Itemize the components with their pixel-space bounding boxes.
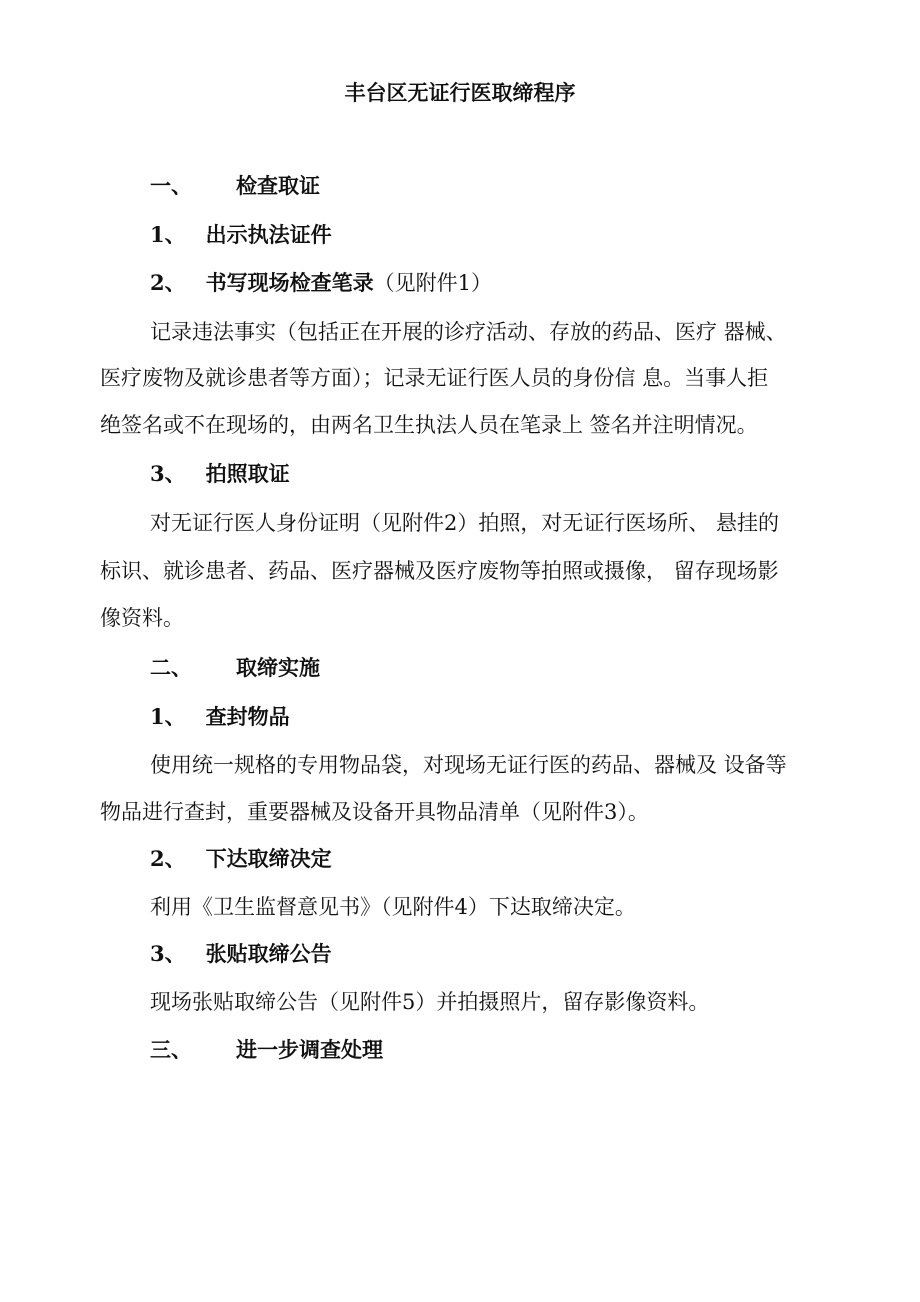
item-number: 2、 <box>150 846 186 871</box>
item-title: 拍照取证 <box>205 461 290 486</box>
paragraph-line: 记录违法事实（包括正在开展的诊疗活动、存放的药品、医疗 器械、 <box>150 320 787 344</box>
paragraph-line: 利用《卫生监督意见书》（见附件4）下达取缔决定。 <box>150 895 636 919</box>
item-reference: （见附件1） <box>373 271 492 295</box>
item-number: 1、 <box>150 222 186 247</box>
item-number: 2、 <box>150 270 186 295</box>
section-number: 一、 <box>150 173 192 198</box>
paragraph-line: 医疗废物及就诊患者等方面）；记录无证行医人员的身份信 息。当事人拒 <box>100 366 769 390</box>
paragraph-line: 现场张贴取缔公告（见附件5）并拍摄照片，留存影像资料。 <box>150 990 710 1014</box>
item-heading-2-3 <box>150 939 332 969</box>
item-heading-1-1 <box>150 220 332 250</box>
paragraph-line: 标识、就诊患者、药品、医疗器械及医疗废物等拍照或摄像， 留存现场影 <box>100 559 779 583</box>
section-title: 检查取证 <box>236 173 320 198</box>
paragraph-line: 对无证行医人身份证明（见附件2）拍照，对无证行医场所、 悬挂的 <box>150 511 780 535</box>
section-title: 进一步调查处理 <box>236 1037 383 1062</box>
item-number: 3、 <box>150 461 186 486</box>
section-number: 三、 <box>150 1037 192 1062</box>
item-heading-1-2 <box>150 268 492 298</box>
item-number: 1、 <box>150 704 186 729</box>
item-title: 书写现场检查笔录 <box>205 270 374 295</box>
item-heading-1-3 <box>150 459 290 489</box>
page-title: 丰台区无证行医取缔程序 <box>344 80 576 105</box>
section-heading-2 <box>150 653 320 683</box>
item-title: 出示执法证件 <box>205 222 332 247</box>
paragraph-line: 物品进行查封，重要器械及设备开具物品清单（见附件3）。 <box>100 800 649 824</box>
item-title: 查封物品 <box>205 704 290 729</box>
section-number: 二、 <box>150 655 192 680</box>
section-title: 取缔实施 <box>236 655 320 680</box>
paragraph-line: 绝签名或不在现场的，由两名卫生执法人员在笔录上 签名并注明情况。 <box>100 413 758 437</box>
section-heading-1 <box>150 171 320 201</box>
item-number: 3、 <box>150 941 186 966</box>
section-heading-3 <box>150 1035 383 1065</box>
paragraph-line: 像资料。 <box>100 606 184 630</box>
item-heading-2-1 <box>150 702 290 732</box>
item-title: 张贴取缔公告 <box>205 941 332 966</box>
paragraph-line: 使用统一规格的专用物品袋，对现场无证行医的药品、器械及 设备等 <box>150 753 787 777</box>
item-title: 下达取缔决定 <box>205 846 332 871</box>
item-heading-2-2 <box>150 844 332 874</box>
